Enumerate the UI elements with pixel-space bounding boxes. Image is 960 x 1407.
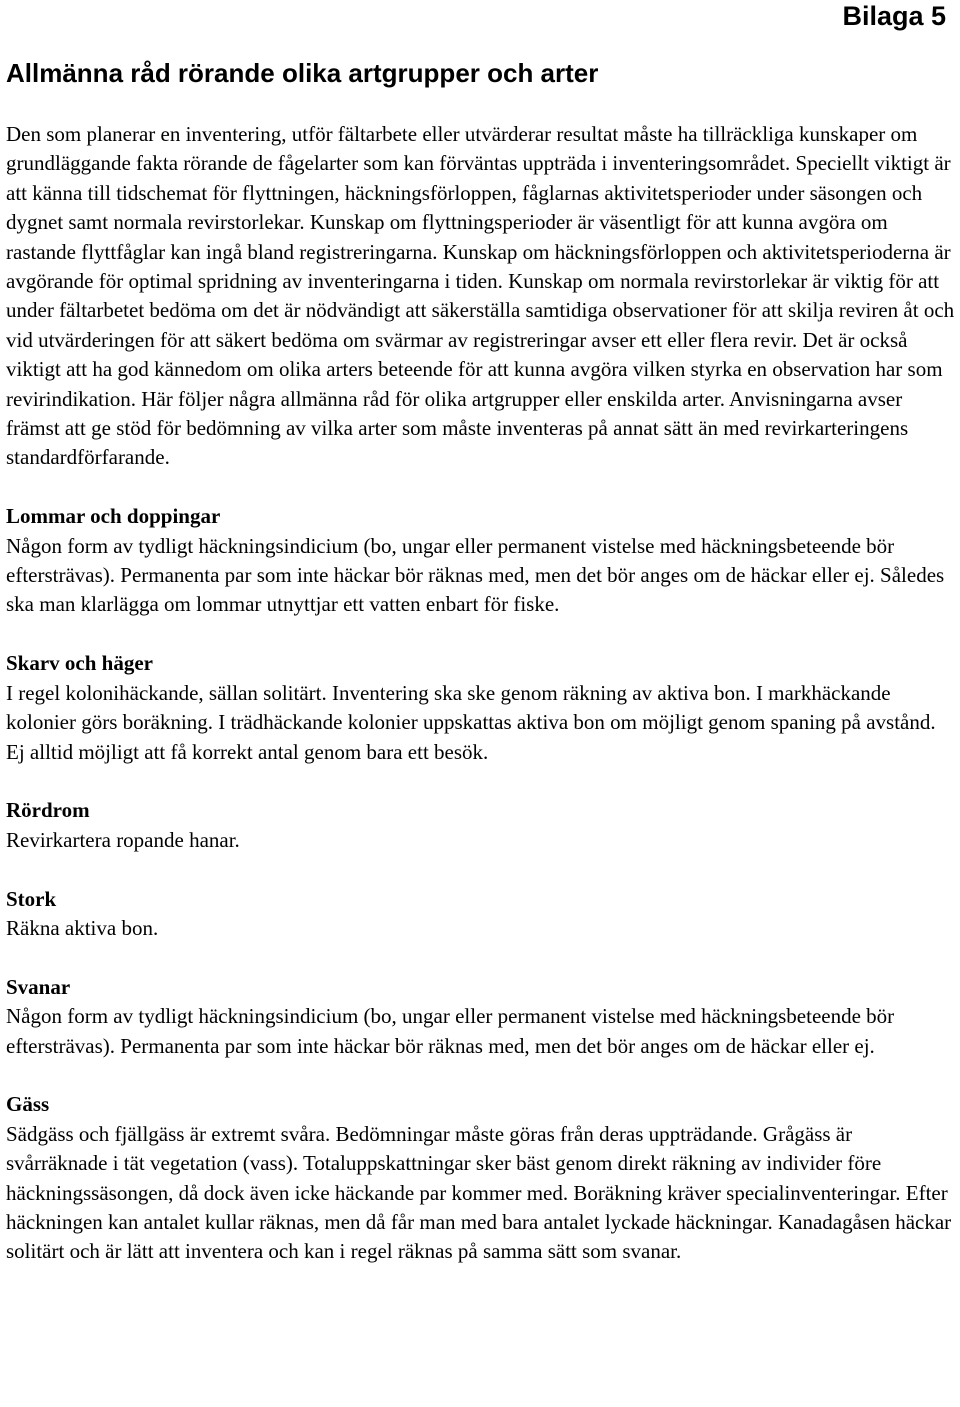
section-text: Räkna aktiva bon. [6, 915, 159, 940]
document-body [6, 120, 958, 1267]
section-heading: Skarv och häger [6, 651, 153, 676]
section-text: Någon form av tydligt häckningsindicium (bo, ungar eller permanent vistelse med häckningsbeteende bör eftersträvas). Permanenta par som inte häckar bör räknas med, men det bör anges om de häckar eller ej. Således ska man klarlägga om lommar utnyttjar ett vatten enbart för fiske. [6, 533, 945, 617]
intro-paragraph: Den som planerar en inventering, utför fältarbete eller utvärderar resultat måste ha tillräckliga kunskaper om grundläggande fakta rörande de fågelarter som kan förväntas uppträda i inventeringsområdet. Speciellt viktigt är att känna till tidschemat för flyttningen, häckningsförloppen, fåglarnas aktivitetsperioder under säsongen och dygnet samt normala revirstorlekar. Kunskap om flyttningsperioder är väsentligt för att kunna avgöra om rastande flyttfåglar kan ingå bland registreringarna. Kunskap om häckningsförloppen och aktivitetsperioderna är avgörande för optimal spridning av inventeringarna i tiden. Kunskap om normala revirstorlekar är viktig för att under fältarbetet bedöma om det är nödvändigt att säkerställa samtidiga observationer för att skilja reviren åt och vid utvärderingen för att säkert bedöma om svärmar av registreringar avser ett eller flera revir. Det är också viktigt att ha god kännedom om olika arters beteende för att kunna avgöra vilken styrka en observation har som revirindikation. Här följer några allmänna råd för olika artgrupper eller enskilda arter. Anvisningarna avser främst att ge stöd för bedömning av vilka arter som måste inventeras på annat sätt än med revirkarteringens standardförfarande. [6, 122, 955, 470]
section-stork [6, 885, 958, 944]
appendix-label: Bilaga 5 [842, 1, 946, 31]
section-text: I regel kolonihäckande, sällan solitärt. Inventering ska ske genom räkning av aktiva bon. I markhäckande kolonier görs boräkning. I trädhäckande kolonier uppskattas aktiva bon om möjligt genom spaning på avstånd. Ej alltid möjligt att få korrekt antal genom bara ett besök. [6, 680, 936, 764]
section-heading: Rördrom [6, 798, 90, 823]
section-heading: Gäss [6, 1092, 50, 1117]
section-svanar [6, 973, 958, 1061]
section-text: Revirkartera ropande hanar. [6, 827, 240, 852]
section-gass [6, 1090, 958, 1266]
page-title: Allmänna råd rörande olika artgrupper och arter [6, 58, 599, 88]
section-text: Sädgäss och fjällgäss är extremt svåra. Bedömningar måste göras från deras uppträdande. Grågäss är svårräknade i tät vegetation (vass). Totaluppskattningar sker bäst genom direkt räkning av individer före häckningssäsongen, då dock även icke häckande par kommer med. Boräkning kräver specialinventeringar. Efter häckningen kan antalet kullar räknas, men då får man med bara antalet lyckade häckningar. Kanadagåsen häckar solitärt och är lätt att inventera och kan i regel räknas på samma sätt som svanar. [6, 1121, 952, 1264]
section-rordrom [6, 796, 958, 855]
section-skarv-och-hager [6, 649, 958, 767]
section-heading: Svanar [6, 974, 71, 999]
section-heading: Lommar och doppingar [6, 504, 221, 529]
section-lommar-och-doppingar [6, 502, 958, 620]
section-heading: Stork [6, 886, 57, 911]
section-text: Någon form av tydligt häckningsindicium (bo, ungar eller permanent vistelse med häckningsbeteende bör eftersträvas). Permanenta par som inte häckar bör räknas med, men det bör anges om de häckar eller ej. [6, 1004, 895, 1058]
